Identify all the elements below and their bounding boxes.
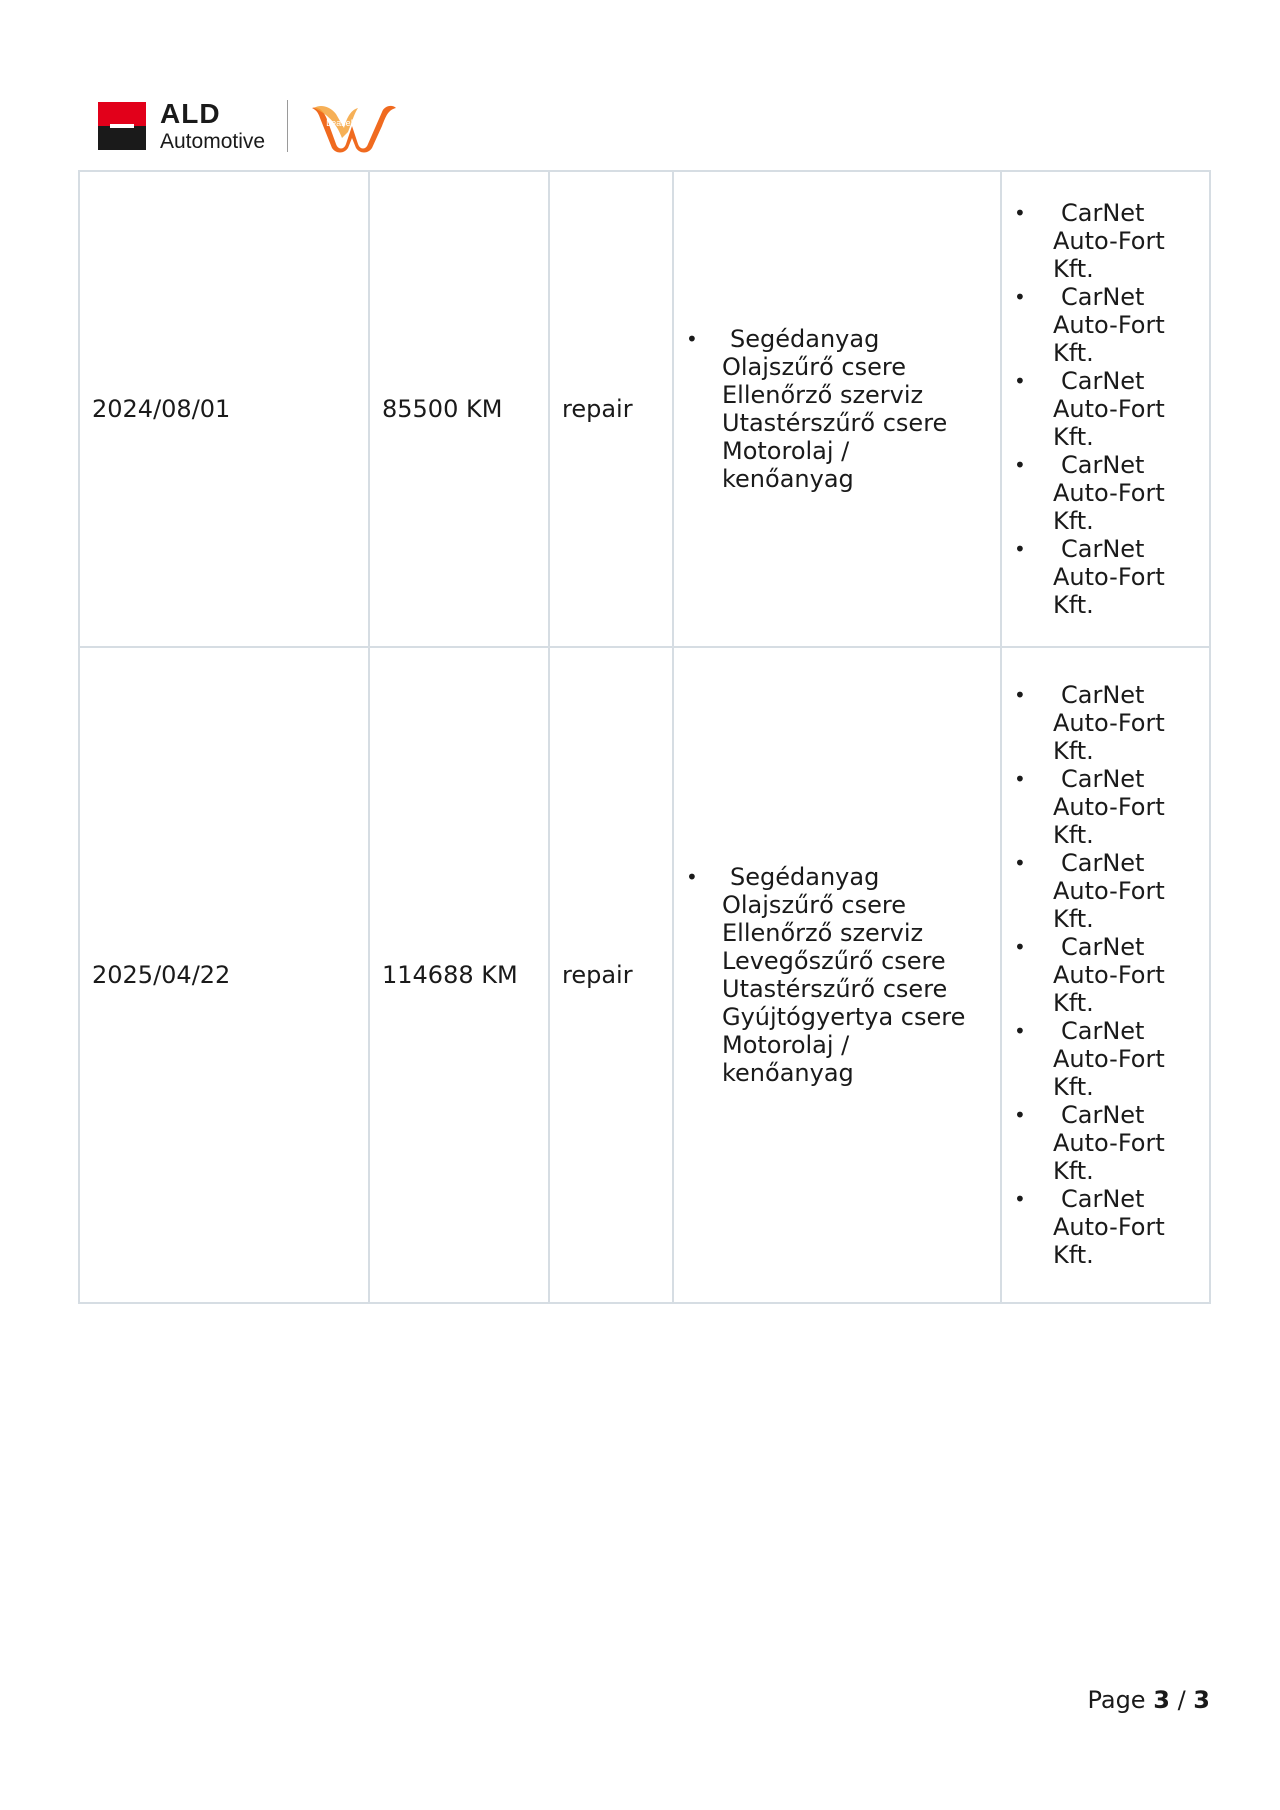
leaseplan-name: LeasePlan — [326, 118, 369, 128]
list-item: • CarNet Auto-Fort Kft. — [1014, 535, 1197, 619]
mileage: 85500 KM — [369, 171, 549, 647]
list-item: • CarNet Auto-Fort Kft. — [1014, 199, 1197, 283]
list-item: • CarNet Auto-Fort Kft. — [1014, 681, 1197, 765]
service-date: 2024/08/01 — [79, 171, 369, 647]
service-items — [673, 171, 1001, 647]
total-pages: 3 — [1193, 1686, 1210, 1714]
list-item: • CarNet Auto-Fort Kft. — [1014, 765, 1197, 849]
page-number — [1087, 1686, 1210, 1714]
ald-logo-text — [160, 100, 265, 152]
list-item: • CarNet Auto-Fort Kft. — [1014, 1101, 1197, 1185]
service-date: 2025/04/22 — [79, 647, 369, 1303]
list-item: • CarNet Auto-Fort Kft. — [1014, 849, 1197, 933]
list-item: • CarNet Auto-Fort Kft. — [1014, 451, 1197, 535]
service-providers — [1001, 171, 1210, 647]
list-item: • Segédanyag Olajszűrő csere Ellenőrző szerviz Utastérszűrő csere Motorolaj / kenőanyag — [686, 325, 988, 493]
service-items — [673, 647, 1001, 1303]
list-item: • CarNet Auto-Fort Kft. — [1014, 367, 1197, 451]
mileage: 114688 KM — [369, 647, 549, 1303]
service-providers — [1001, 647, 1210, 1303]
page-label: Page — [1087, 1686, 1146, 1714]
table-row — [79, 171, 1210, 647]
list-item: • CarNet Auto-Fort Kft. — [1014, 1185, 1197, 1269]
page-separator: / — [1177, 1686, 1186, 1714]
service-records-table — [78, 170, 1211, 1304]
leaseplan-logo-icon — [308, 98, 398, 154]
document-header — [98, 96, 398, 156]
ald-subtitle: Automotive — [160, 130, 266, 153]
table-row — [79, 647, 1210, 1303]
header-divider — [287, 100, 288, 152]
current-page: 3 — [1153, 1686, 1170, 1714]
list-item: • Segédanyag Olajszűrő csere Ellenőrző szerviz Levegőszűrő csere Utastérszűrő csere Gyújtógyertya csere Motorolaj / kenőanyag — [686, 863, 988, 1087]
ald-name: ALD — [160, 98, 221, 129]
service-type: repair — [549, 647, 673, 1303]
ald-logo-icon — [98, 102, 146, 150]
service-type: repair — [549, 171, 673, 647]
list-item: • CarNet Auto-Fort Kft. — [1014, 933, 1197, 1017]
list-item: • CarNet Auto-Fort Kft. — [1014, 1017, 1197, 1101]
list-item: • CarNet Auto-Fort Kft. — [1014, 283, 1197, 367]
